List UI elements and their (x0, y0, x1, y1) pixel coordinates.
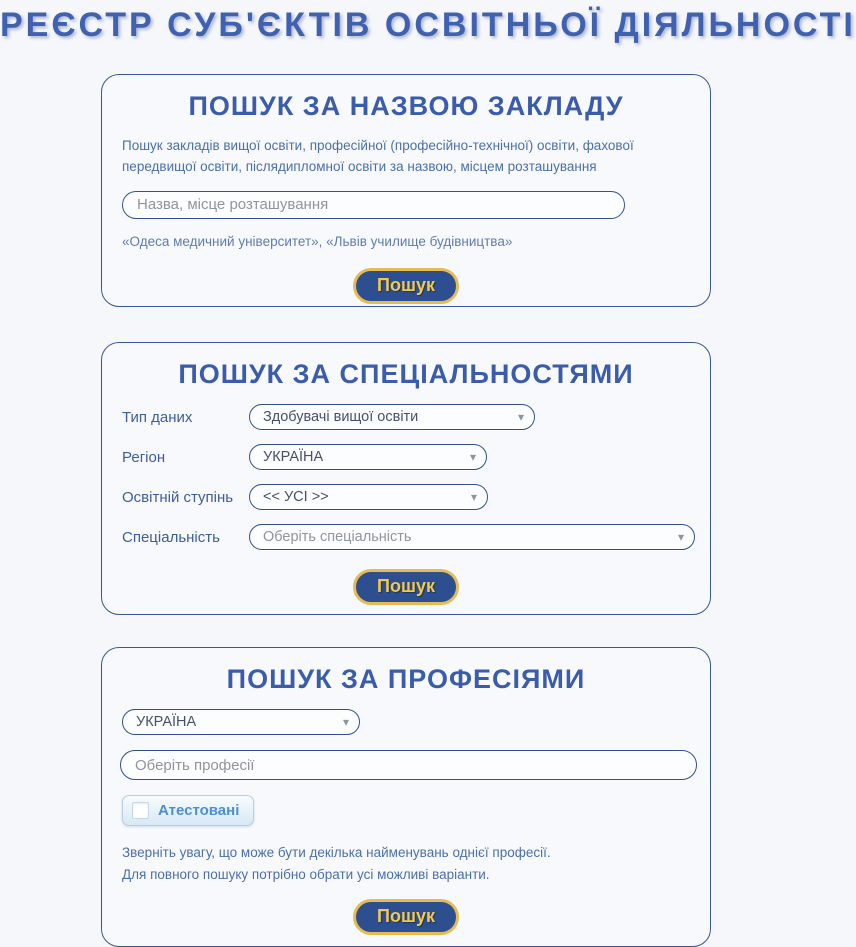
specialty-select-placeholder: Оберіть спеціальність (263, 529, 412, 545)
search-examples-text: «Одеса медичний університет», «Львів училище будівництва» (122, 233, 513, 249)
registry-page-title: РЕЄСТР СУБ'ЄКТІВ ОСВІТНЬОЇ ДІЯЛЬНОСТІ (0, 6, 856, 44)
attested-toggle[interactable] (122, 795, 254, 826)
region-row (122, 444, 710, 470)
profession-region-select[interactable] (122, 709, 360, 735)
institution-search-button[interactable]: Пошук (353, 268, 459, 304)
attested-checkbox[interactable] (132, 802, 149, 819)
degree-select[interactable] (249, 484, 488, 510)
institution-search-button-row (102, 249, 710, 304)
institution-name-input[interactable] (122, 191, 625, 219)
profession-input[interactable] (120, 750, 697, 780)
specialty-search-panel (101, 342, 711, 615)
institution-search-description: Пошук закладів вищої освіти, професійної (професійно-технічної) освіти, фахової передвищої освіти, післядипломної освіти за назвою, місцем розташування (122, 138, 634, 174)
chevron-down-icon: ▾ (469, 449, 476, 464)
specialty-search-button[interactable]: Пошук (353, 569, 459, 605)
chevron-down-icon: ▾ (677, 529, 684, 544)
notice-line-2: Для повного пошуку потрібно обрати усі можливі варіанти. (122, 866, 490, 882)
degree-row (122, 484, 710, 510)
degree-select-value: << УСІ >> (263, 489, 329, 505)
profession-search-button-row (102, 885, 710, 935)
profession-region-select-value: УКРАЇНА (136, 714, 197, 730)
chevron-down-icon: ▾ (470, 489, 477, 504)
institution-search-panel (101, 74, 711, 307)
specialty-select[interactable] (249, 524, 695, 550)
specialty-search-button-row (102, 550, 710, 605)
region-label: Регіон (122, 448, 166, 466)
data-type-label: Тип даних (122, 408, 193, 426)
chevron-down-icon: ▾ (342, 714, 349, 729)
degree-label: Освітній ступінь (122, 488, 234, 506)
specialty-panel-title: ПОШУК ЗА СПЕЦІАЛЬНОСТЯМИ (178, 359, 634, 389)
profession-search-button[interactable]: Пошук (353, 899, 459, 935)
data-type-select-value: Здобувачі вищої освіти (263, 409, 419, 425)
chevron-down-icon: ▾ (517, 409, 524, 424)
attested-label: Атестовані (158, 802, 240, 819)
region-select[interactable] (249, 444, 487, 470)
specialty-row (122, 524, 710, 550)
data-type-select[interactable] (249, 404, 535, 430)
data-type-row (122, 404, 710, 430)
profession-panel-title: ПОШУК ЗА ПРОФЕСІЯМИ (226, 664, 586, 694)
institution-panel-title: ПОШУК ЗА НАЗВОЮ ЗАКЛАДУ (188, 91, 624, 121)
region-select-value: УКРАЇНА (263, 449, 324, 465)
profession-notice-text (122, 842, 710, 885)
notice-line-1: Зверніть увагу, що може бути декілька найменувань однієї професії. (122, 845, 551, 860)
specialty-label: Спеціальність (122, 528, 220, 546)
profession-search-panel (101, 647, 711, 947)
